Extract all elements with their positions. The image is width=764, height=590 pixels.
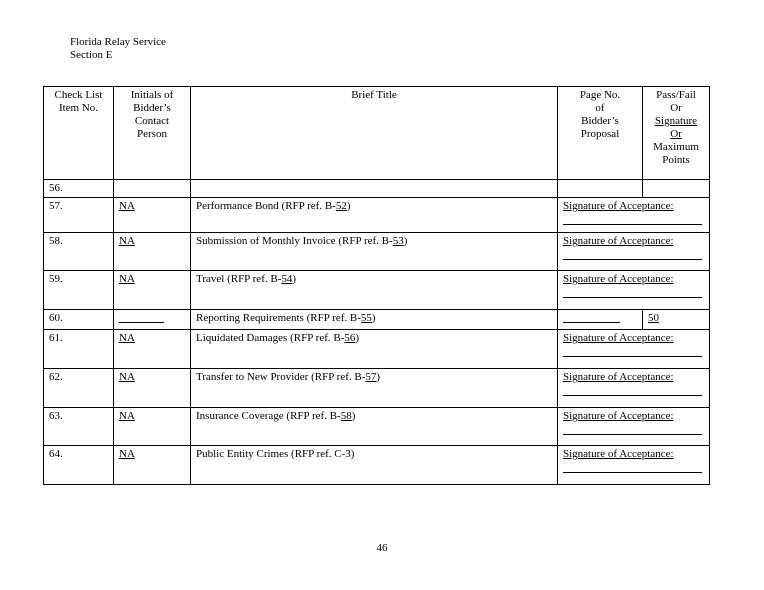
initials-cell <box>114 271 191 310</box>
col-header-brief-title: Brief Title <box>191 87 558 180</box>
pass-fail-cell[interactable] <box>643 180 710 198</box>
title-cell: Insurance Coverage (RFP ref. B-58) <box>191 408 558 446</box>
signature-line[interactable] <box>563 434 702 435</box>
signature-line[interactable] <box>563 297 702 298</box>
initials-value: NA <box>119 371 135 383</box>
page-number: 46 <box>376 542 388 554</box>
title-cell: Submission of Monthly Invoice (RFP ref. B-53) <box>191 233 558 271</box>
title-text: Transfer to New Provider (RFP ref. B- <box>196 371 366 383</box>
signature-line[interactable] <box>563 224 702 225</box>
title-text: Performance Bond (RFP ref. B- <box>196 200 336 212</box>
signature-label: Signature of Acceptance: <box>563 448 674 460</box>
initials-value: NA <box>119 410 135 422</box>
col-header-initials: Initials of Bidder’s Contact Person <box>114 87 191 180</box>
initials-blank-line[interactable] <box>119 312 164 323</box>
max-points-value: 50 <box>648 312 659 324</box>
rfp-ref-link[interactable]: 54 <box>281 273 293 285</box>
rfp-ref-link[interactable]: 53 <box>392 235 404 247</box>
table-row <box>44 198 710 233</box>
initials-cell <box>114 408 191 446</box>
signature-cell[interactable] <box>558 408 710 446</box>
table-row <box>44 180 710 198</box>
rfp-ref-link[interactable]: 55 <box>360 312 372 324</box>
initials-cell <box>114 233 191 271</box>
title-text: Travel (RFP ref. B- <box>196 273 282 285</box>
page-no-cell[interactable] <box>558 310 643 330</box>
document-header <box>70 36 166 62</box>
item-number: 63. <box>44 408 114 446</box>
initials-cell <box>114 198 191 233</box>
table-row <box>44 330 710 369</box>
item-number: 64. <box>44 446 114 485</box>
initials-value: NA <box>119 448 135 460</box>
rfp-ref-link[interactable]: 52 <box>335 200 347 212</box>
signature-cell[interactable] <box>558 233 710 271</box>
item-number: 57. <box>44 198 114 233</box>
table-row <box>44 271 710 310</box>
initials-cell[interactable] <box>114 310 191 330</box>
initials-cell[interactable] <box>114 180 191 198</box>
title-text: Submission of Monthly Invoice (RFP ref. B- <box>196 235 393 247</box>
table-row <box>44 233 710 271</box>
signature-label: Signature of Acceptance: <box>563 235 674 247</box>
signature-cell[interactable] <box>558 446 710 485</box>
initials-value: NA <box>119 273 135 285</box>
table-row <box>44 408 710 446</box>
table-row <box>44 446 710 485</box>
signature-cell[interactable] <box>558 271 710 310</box>
initials-cell <box>114 446 191 485</box>
rfp-ref-link[interactable]: 58 <box>340 410 352 422</box>
signature-label: Signature of Acceptance: <box>563 371 674 383</box>
title-text: Public Entity Crimes (RFP ref. C-3) <box>196 448 355 460</box>
title-cell: Travel (RFP ref. B-54) <box>191 271 558 310</box>
col-header-pass-fail: Pass/Fail Or Signature Or Maximum Points <box>643 87 710 180</box>
item-number: 56. <box>44 180 114 198</box>
initials-value: NA <box>119 332 135 344</box>
signature-cell[interactable] <box>558 330 710 369</box>
header-line-2: Section E <box>70 49 113 61</box>
table-row <box>44 369 710 408</box>
initials-value: NA <box>119 200 135 212</box>
col-header-item-no: Check List Item No. <box>44 87 114 180</box>
signature-label: Signature of Acceptance: <box>563 410 674 422</box>
signature-cell[interactable] <box>558 369 710 408</box>
page-no-blank-line[interactable] <box>563 312 620 323</box>
initials-cell <box>114 369 191 408</box>
item-number: 62. <box>44 369 114 408</box>
header-line-1: Florida Relay Service <box>70 36 166 48</box>
header-row <box>44 87 710 180</box>
item-number: 61. <box>44 330 114 369</box>
col-header-page-no: Page No. of Bidder’s Proposal <box>558 87 643 180</box>
signature-label: Signature of Acceptance: <box>563 200 674 212</box>
signature-line[interactable] <box>563 356 702 357</box>
title-text: Reporting Requirements (RFP ref. B- <box>196 312 361 324</box>
item-number: 58. <box>44 233 114 271</box>
rfp-ref-link[interactable]: 57 <box>365 371 377 383</box>
checklist-table <box>43 86 710 485</box>
initials-cell <box>114 330 191 369</box>
signature-label: Signature of Acceptance: <box>563 332 674 344</box>
signature-line[interactable] <box>563 395 702 396</box>
item-number: 59. <box>44 271 114 310</box>
title-cell: Performance Bond (RFP ref. B-52) <box>191 198 558 233</box>
table-row <box>44 310 710 330</box>
title-cell <box>191 180 558 198</box>
initials-value: NA <box>119 235 135 247</box>
title-cell: Liquidated Damages (RFP ref. B-56) <box>191 330 558 369</box>
page-no-cell[interactable] <box>558 180 643 198</box>
signature-cell[interactable] <box>558 198 710 233</box>
title-text: Insurance Coverage (RFP ref. B- <box>196 410 341 422</box>
signature-line[interactable] <box>563 472 702 473</box>
points-cell <box>643 310 710 330</box>
signature-label: Signature of Acceptance: <box>563 273 674 285</box>
title-cell: Transfer to New Provider (RFP ref. B-57) <box>191 369 558 408</box>
title-cell: Reporting Requirements (RFP ref. B-55) <box>191 310 558 330</box>
rfp-ref-link[interactable]: 56 <box>344 332 356 344</box>
item-number: 60. <box>44 310 114 330</box>
title-text: Liquidated Damages (RFP ref. B- <box>196 332 345 344</box>
title-cell <box>191 446 558 485</box>
signature-line[interactable] <box>563 259 702 260</box>
